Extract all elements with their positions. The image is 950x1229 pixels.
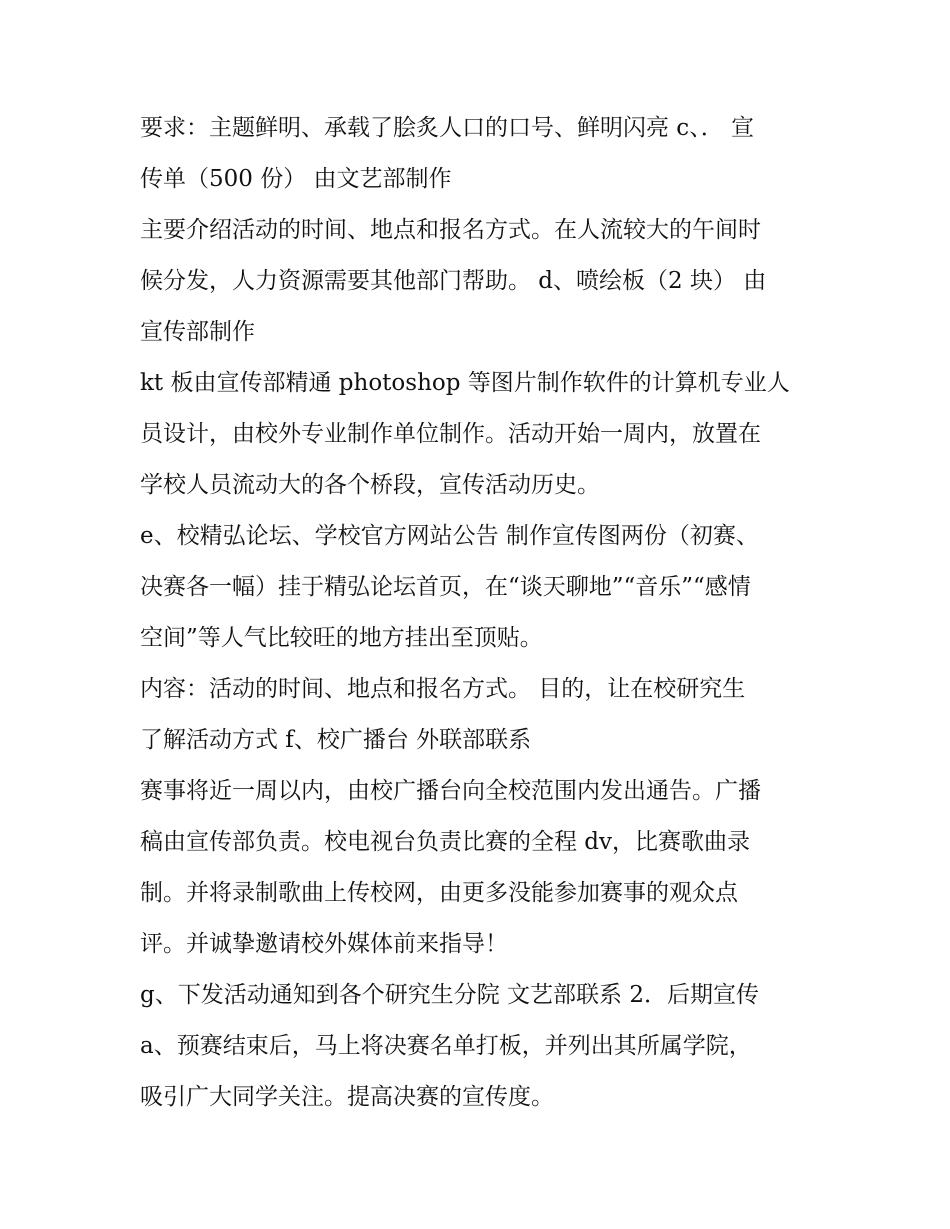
text-line: 内容：活动的时间、地点和报名方式。 目的，让在校研究生 [140,676,746,702]
text-line: 要求：主题鲜明、承载了脍炙人口的口号、鲜明闪亮 c、． 宣 [140,115,755,141]
text-line: 制。并将录制歌曲上传校网，由更多没能参加赛事的观众点 [140,880,738,906]
text-line: 吸引广大同学关注。提高决赛的宣传度。 [140,1084,554,1110]
text-line: 赛事将近一周以内，由校广播台向全校范围内发出通告。广播 [140,778,761,804]
text-line: 了解活动方式 f、校广播台 外联部联系 [140,727,532,753]
text-line: g、下发活动通知到各个研究生分院 文艺部联系 2．后期宣传 [140,982,759,1008]
text-line: 评。并诚挚邀请校外媒体前来指导！ [140,931,508,957]
text-line: 主要介绍活动的时间、地点和报名方式。在人流较大的午间时 [140,217,761,243]
text-line: 决赛各一幅）挂于精弘论坛首页，在“谈天聊地”“音乐”“感情 [140,574,751,600]
text-line: 员设计，由校外专业制作单位制作。活动开始一周内，放置在 [140,421,761,447]
text-line: 空间”等人气比较旺的地方挂出至顶贴。 [140,625,543,651]
text-line: 稿由宣传部负责。校电视台负责比赛的全程 dv，比赛歌曲录 [140,829,751,855]
text-line: 传单（500 份） 由文艺部制作 [140,166,452,192]
text-line: 学校人员流动大的各个桥段，宣传活动历史。 [140,472,600,498]
text-line: e、校精弘论坛、学校官方网站公告 制作宣传图两份（初赛、 [140,523,759,549]
document-body [140,103,820,1123]
text-line: 宣传部制作 [140,319,255,345]
text-line: a、预赛结束后，马上将决赛名单打板，并列出其所属学院， [140,1033,752,1059]
text-line: 候分发，人力资源需要其他部门帮助。 d、喷绘板（2 块） 由 [140,268,767,294]
text-line: kt 板由宣传部精通 photoshop 等图片制作软件的计算机专业人 [140,370,790,396]
